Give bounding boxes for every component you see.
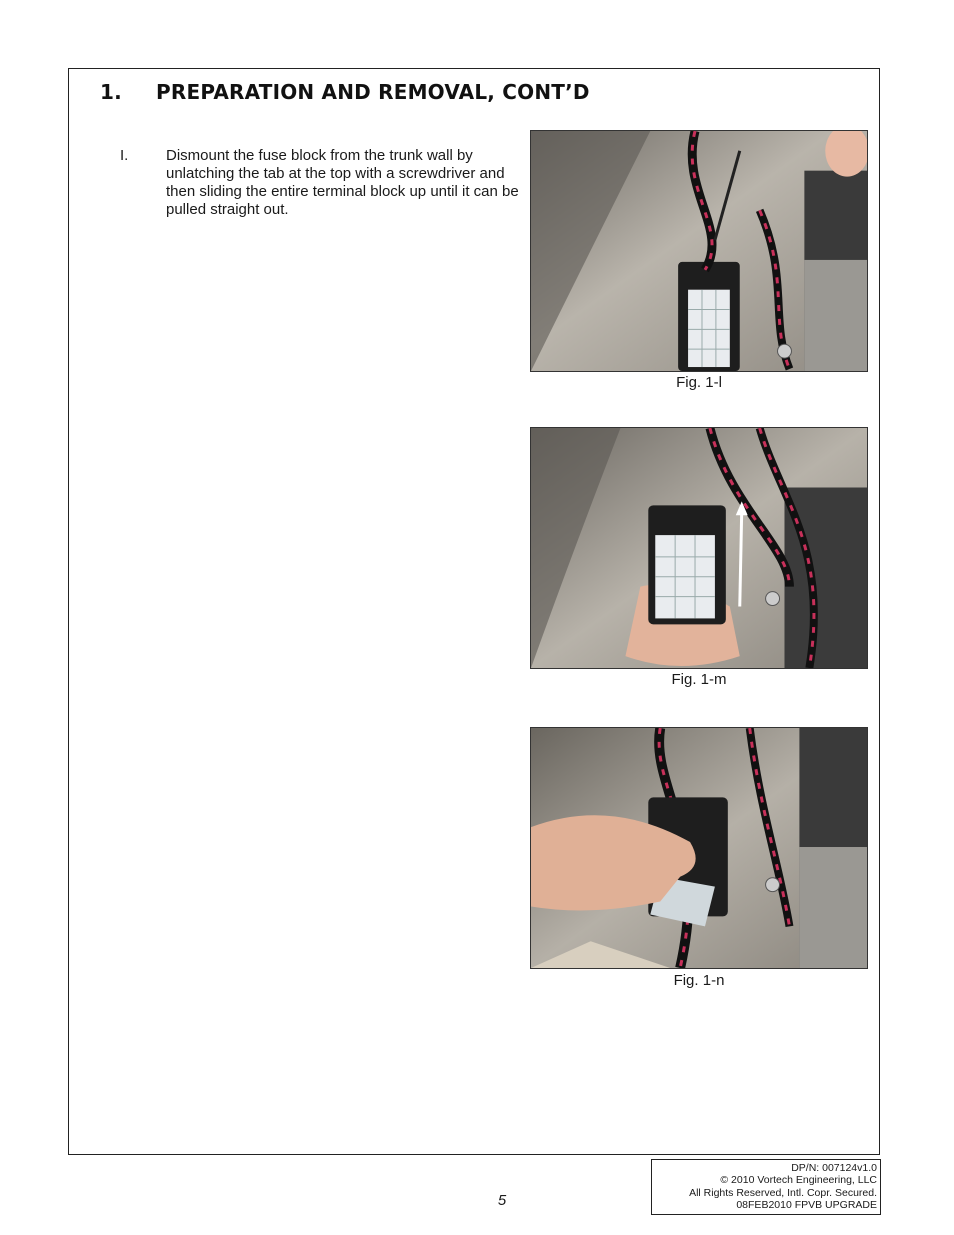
figure-1n-photo [530, 727, 868, 969]
figure-1m-photo [530, 427, 868, 669]
document-info-box [651, 1159, 881, 1215]
copyright-line: © 2010 Vortech Engineering, LLC [720, 1174, 877, 1187]
section-number: 1. [100, 80, 122, 104]
figure-1m-caption: Fig. 1-m [671, 671, 727, 688]
rights-line: All Rights Reserved, Intl. Copr. Secured. [689, 1186, 877, 1199]
figure-1l-caption: Fig. 1-l [676, 374, 722, 391]
page-number: 5 [497, 1192, 507, 1209]
section-title: PREPARATION AND REMOVAL, CONT’D [156, 80, 590, 104]
figure-1l-photo [530, 130, 868, 372]
revision-line: 08FEB2010 FPVB UPGRADE [736, 1198, 877, 1211]
step-text: Dismount the fuse block from the trunk wall by unlatching the tab at the top with a screwdriver and then sliding the entire terminal block up until it can be pulled straight out. [166, 147, 519, 218]
section-heading [100, 80, 590, 104]
part-number: DP/N: 007124v1.0 [791, 1162, 877, 1174]
step-marker: I. [120, 147, 129, 164]
figure-1n-caption: Fig. 1-n [673, 972, 725, 989]
